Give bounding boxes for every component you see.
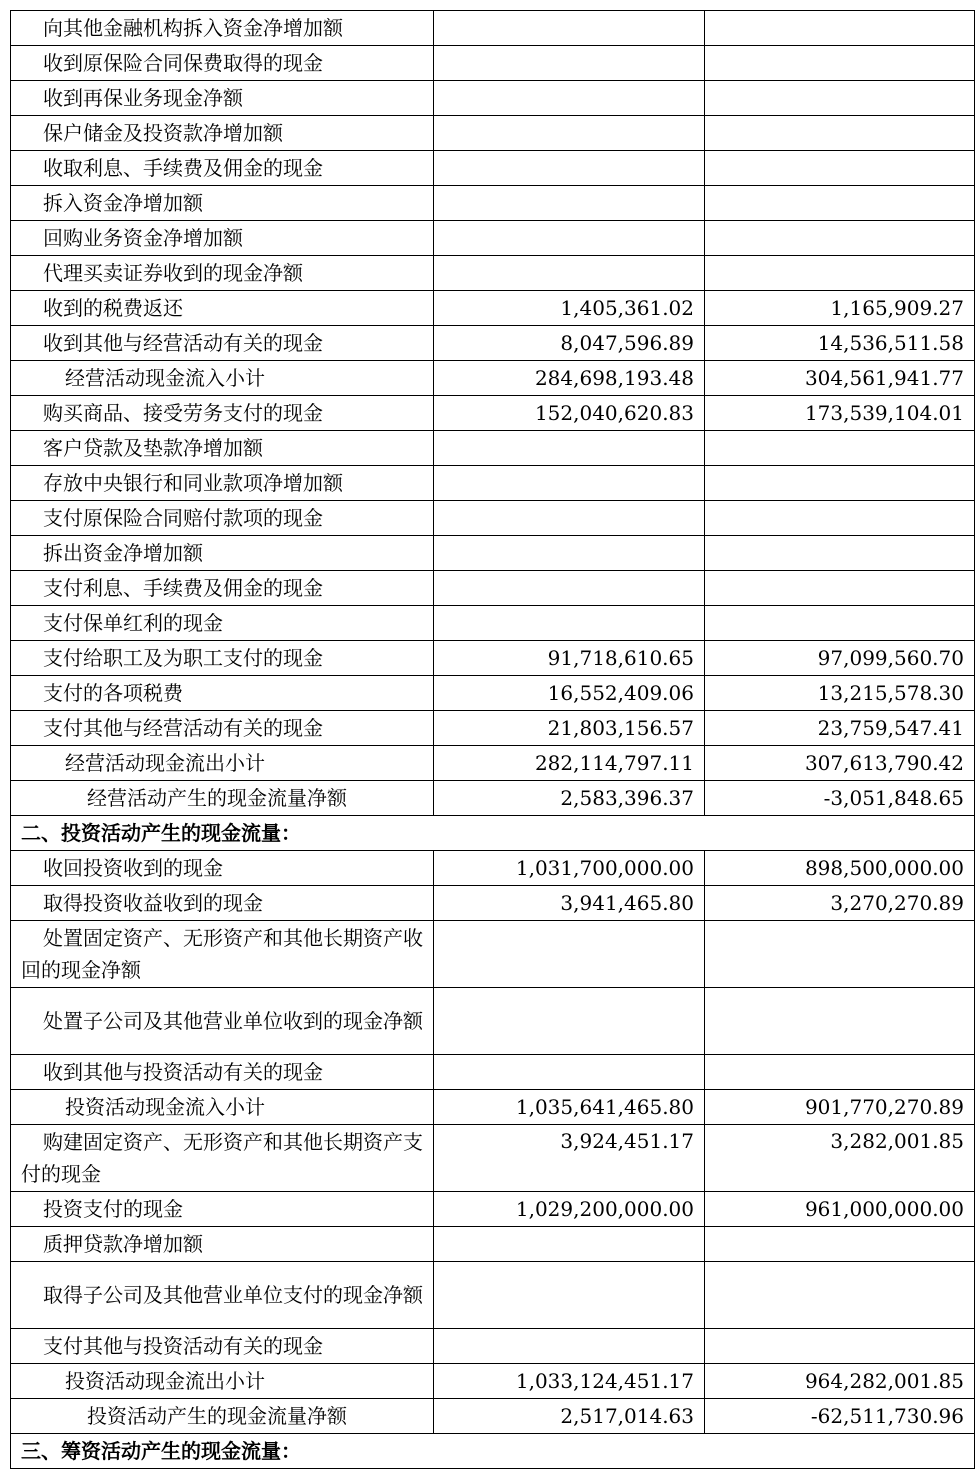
current-period-value (434, 46, 705, 81)
previous-period-value (705, 466, 975, 501)
row-label: 支付其他与经营活动有关的现金 (11, 711, 434, 746)
table-row (11, 221, 975, 256)
row-label: 保户储金及投资款净增加额 (11, 116, 434, 151)
table-row (11, 988, 975, 1055)
table-row (11, 921, 975, 988)
current-period-value: 2,583,396.37 (434, 781, 705, 816)
row-label: 取得子公司及其他营业单位支付的现金净额 (11, 1262, 434, 1329)
previous-period-value: -3,051,848.65 (705, 781, 975, 816)
current-period-value: 284,698,193.48 (434, 361, 705, 396)
table-row (11, 186, 975, 221)
previous-period-value: 97,099,560.70 (705, 641, 975, 676)
current-period-value: 1,405,361.02 (434, 291, 705, 326)
row-label: 经营活动产生的现金流量净额 (11, 781, 434, 816)
row-label: 支付利息、手续费及佣金的现金 (11, 571, 434, 606)
current-period-value (434, 571, 705, 606)
current-period-value: 1,033,124,451.17 (434, 1364, 705, 1399)
row-label: 拆出资金净增加额 (11, 536, 434, 571)
previous-period-value: -62,511,730.96 (705, 1399, 975, 1434)
row-label: 经营活动现金流入小计 (11, 361, 434, 396)
row-label: 取得投资收益收到的现金 (11, 886, 434, 921)
row-label: 投资支付的现金 (11, 1192, 434, 1227)
previous-period-value (705, 988, 975, 1055)
row-label: 拆入资金净增加额 (11, 186, 434, 221)
previous-period-value: 304,561,941.77 (705, 361, 975, 396)
current-period-value (434, 256, 705, 291)
current-period-value (434, 536, 705, 571)
previous-period-value (705, 46, 975, 81)
table-row (11, 361, 975, 396)
table-row (11, 326, 975, 361)
table-row (11, 1364, 975, 1399)
previous-period-value: 307,613,790.42 (705, 746, 975, 781)
row-label: 客户贷款及垫款净增加额 (11, 431, 434, 466)
current-period-value (434, 116, 705, 151)
previous-period-value (705, 536, 975, 571)
previous-period-value (705, 1262, 975, 1329)
current-period-value: 2,517,014.63 (434, 1399, 705, 1434)
current-period-value: 21,803,156.57 (434, 711, 705, 746)
table-row (11, 466, 975, 501)
previous-period-value (705, 501, 975, 536)
current-period-value (434, 606, 705, 641)
previous-period-value (705, 151, 975, 186)
table-row (11, 151, 975, 186)
previous-period-value (705, 1055, 975, 1090)
row-label: 购买商品、接受劳务支付的现金 (11, 396, 434, 431)
current-period-value (434, 1227, 705, 1262)
table-row (11, 1055, 975, 1090)
row-label: 收到再保业务现金净额 (11, 81, 434, 116)
previous-period-value: 13,215,578.30 (705, 676, 975, 711)
previous-period-value: 964,282,001.85 (705, 1364, 975, 1399)
row-label: 投资活动现金流出小计 (11, 1364, 434, 1399)
row-label: 回购业务资金净增加额 (11, 221, 434, 256)
previous-period-value (705, 116, 975, 151)
previous-period-value (705, 186, 975, 221)
row-label: 收到的税费返还 (11, 291, 434, 326)
cash-flow-table-body (11, 11, 975, 1469)
row-label: 支付保单红利的现金 (11, 606, 434, 641)
table-row (11, 571, 975, 606)
table-row (11, 781, 975, 816)
table-row (11, 1125, 975, 1192)
table-row (11, 851, 975, 886)
table-row (11, 1399, 975, 1434)
previous-period-value (705, 11, 975, 46)
table-row (11, 256, 975, 291)
table-row (11, 606, 975, 641)
row-label: 收到原保险合同保费取得的现金 (11, 46, 434, 81)
current-period-value (434, 1262, 705, 1329)
previous-period-value (705, 1329, 975, 1364)
row-label: 收回投资收到的现金 (11, 851, 434, 886)
table-row (11, 431, 975, 466)
current-period-value: 16,552,409.06 (434, 676, 705, 711)
section-header-row (11, 1434, 975, 1469)
previous-period-value: 14,536,511.58 (705, 326, 975, 361)
current-period-value (434, 1055, 705, 1090)
current-period-value (434, 11, 705, 46)
table-row (11, 711, 975, 746)
row-label: 支付给职工及为职工支付的现金 (11, 641, 434, 676)
current-period-value: 282,114,797.11 (434, 746, 705, 781)
section-title: 三、筹资活动产生的现金流量： (11, 1434, 975, 1469)
previous-period-value: 3,282,001.85 (705, 1125, 975, 1192)
table-row (11, 291, 975, 326)
row-label: 处置子公司及其他营业单位收到的现金净额 (11, 988, 434, 1055)
previous-period-value: 961,000,000.00 (705, 1192, 975, 1227)
current-period-value: 152,040,620.83 (434, 396, 705, 431)
current-period-value: 8,047,596.89 (434, 326, 705, 361)
section-title: 二、投资活动产生的现金流量： (11, 816, 975, 851)
table-row (11, 501, 975, 536)
current-period-value: 3,924,451.17 (434, 1125, 705, 1192)
table-row (11, 1329, 975, 1364)
previous-period-value: 173,539,104.01 (705, 396, 975, 431)
previous-period-value (705, 921, 975, 988)
row-label: 投资活动产生的现金流量净额 (11, 1399, 434, 1434)
current-period-value (434, 81, 705, 116)
table-row (11, 676, 975, 711)
previous-period-value: 1,165,909.27 (705, 291, 975, 326)
table-row (11, 1090, 975, 1125)
current-period-value: 1,031,700,000.00 (434, 851, 705, 886)
row-label: 向其他金融机构拆入资金净增加额 (11, 11, 434, 46)
table-row (11, 641, 975, 676)
row-label: 收到其他与经营活动有关的现金 (11, 326, 434, 361)
row-label: 收取利息、手续费及佣金的现金 (11, 151, 434, 186)
row-label: 支付其他与投资活动有关的现金 (11, 1329, 434, 1364)
row-label: 经营活动现金流出小计 (11, 746, 434, 781)
table-row (11, 1262, 975, 1329)
current-period-value (434, 221, 705, 256)
table-row (11, 1227, 975, 1262)
row-label: 支付原保险合同赔付款项的现金 (11, 501, 434, 536)
current-period-value (434, 466, 705, 501)
current-period-value: 91,718,610.65 (434, 641, 705, 676)
current-period-value: 3,941,465.80 (434, 886, 705, 921)
previous-period-value (705, 571, 975, 606)
row-label: 投资活动现金流入小计 (11, 1090, 434, 1125)
row-label: 支付的各项税费 (11, 676, 434, 711)
row-label: 处置固定资产、无形资产和其他长期资产收回的现金净额 (11, 921, 434, 988)
table-row (11, 116, 975, 151)
current-period-value (434, 431, 705, 466)
previous-period-value: 901,770,270.89 (705, 1090, 975, 1125)
row-label: 收到其他与投资活动有关的现金 (11, 1055, 434, 1090)
cash-flow-table (10, 10, 975, 1469)
table-row (11, 81, 975, 116)
previous-period-value: 3,270,270.89 (705, 886, 975, 921)
current-period-value: 1,035,641,465.80 (434, 1090, 705, 1125)
row-label: 代理买卖证券收到的现金净额 (11, 256, 434, 291)
table-row (11, 746, 975, 781)
previous-period-value (705, 256, 975, 291)
row-label: 质押贷款净增加额 (11, 1227, 434, 1262)
table-row (11, 11, 975, 46)
current-period-value (434, 151, 705, 186)
table-row (11, 396, 975, 431)
current-period-value (434, 988, 705, 1055)
current-period-value: 1,029,200,000.00 (434, 1192, 705, 1227)
table-row (11, 46, 975, 81)
row-label: 购建固定资产、无形资产和其他长期资产支付的现金 (11, 1125, 434, 1192)
current-period-value (434, 1329, 705, 1364)
previous-period-value (705, 431, 975, 466)
section-header-row (11, 816, 975, 851)
current-period-value (434, 501, 705, 536)
previous-period-value (705, 81, 975, 116)
table-row (11, 536, 975, 571)
current-period-value (434, 186, 705, 221)
previous-period-value (705, 221, 975, 256)
previous-period-value: 23,759,547.41 (705, 711, 975, 746)
previous-period-value: 898,500,000.00 (705, 851, 975, 886)
table-row (11, 886, 975, 921)
current-period-value (434, 921, 705, 988)
table-row (11, 1192, 975, 1227)
previous-period-value (705, 1227, 975, 1262)
previous-period-value (705, 606, 975, 641)
row-label: 存放中央银行和同业款项净增加额 (11, 466, 434, 501)
